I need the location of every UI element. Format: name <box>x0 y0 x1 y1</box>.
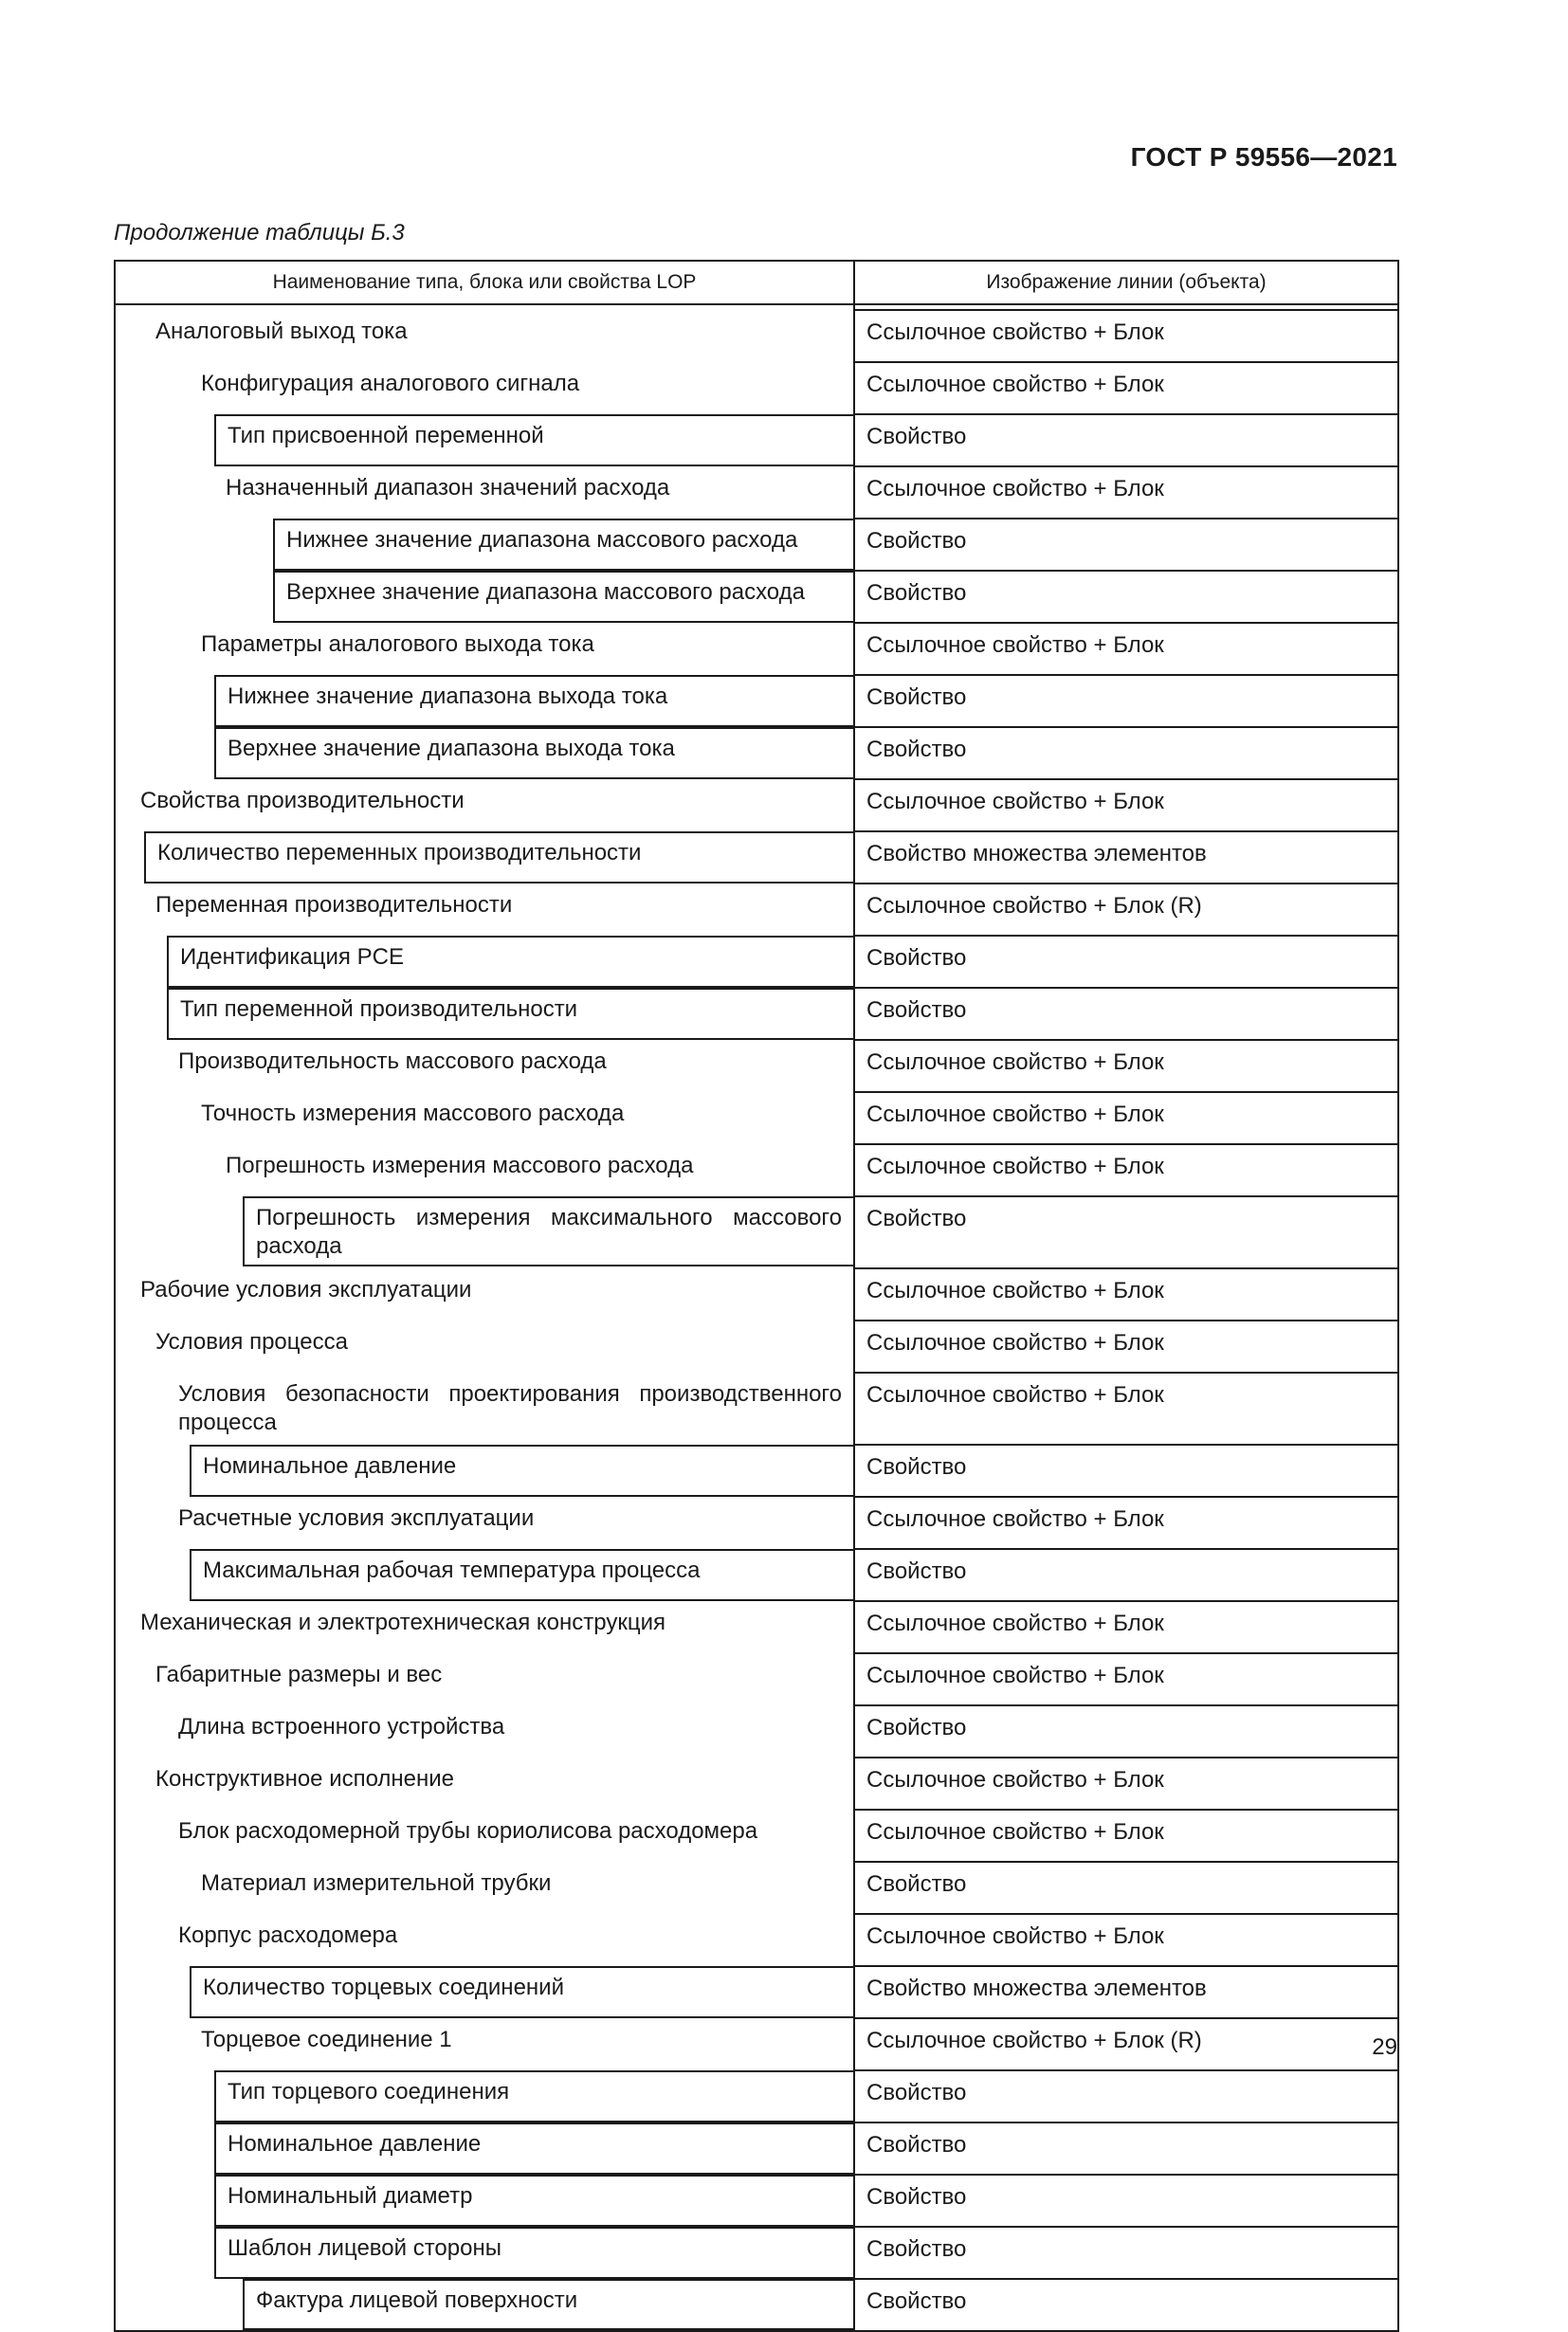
lop-item-name-cell <box>115 1497 854 1549</box>
lop-item-line-image: Ссылочное свойство + Блок <box>854 1040 1398 1092</box>
lop-item-name: Материал измерительной трубки <box>201 1870 552 1896</box>
table-row <box>115 466 1398 519</box>
lop-item-name: Верхнее значение диапазона выхода тока <box>228 736 675 761</box>
lop-item-name: Корпус расходомера <box>178 1922 398 1948</box>
table-row <box>115 1144 1398 1196</box>
lop-item-name: Торцевое соединение 1 <box>201 2027 452 2052</box>
lop-item-line-image: Свойство <box>854 2175 1398 2227</box>
table-row <box>115 1914 1398 1966</box>
column-header-image: Изображение линии (объекта) <box>854 261 1398 304</box>
lop-item-name-cell <box>115 2175 854 2227</box>
lop-item-name-cell <box>115 1373 854 1445</box>
lop-item-name-cell <box>115 414 854 466</box>
table-row <box>115 1549 1398 1601</box>
lop-item-name-cell <box>115 936 854 988</box>
lop-item-name: Тип переменной производительности <box>180 996 578 1022</box>
lop-item-name-cell <box>115 1144 854 1196</box>
lop-item-name: Свойства производительности <box>140 788 465 813</box>
table-row <box>115 1653 1398 1705</box>
lop-item-name: Переменная производительности <box>155 892 513 918</box>
lop-item-line-image: Ссылочное свойство + Блок (R) <box>854 2018 1398 2070</box>
table-row <box>115 1497 1398 1549</box>
lop-item-name: Фактура лицевой поверхности <box>256 2287 578 2313</box>
lop-item-name-cell <box>115 1653 854 1705</box>
lop-item-name: Условия безопасности проектирования производственного процесса <box>178 1381 842 1435</box>
lop-item-name-cell <box>115 2279 854 2331</box>
lop-item-name-cell <box>115 571 854 623</box>
lop-item-name-cell <box>115 1966 854 2018</box>
lop-item-name-cell <box>115 988 854 1040</box>
lop-item-line-image: Свойство <box>854 727 1398 779</box>
table-row <box>115 1601 1398 1653</box>
lop-item-line-image: Ссылочное свойство + Блок <box>854 1144 1398 1196</box>
lop-item-name-cell <box>115 2018 854 2070</box>
lop-item-line-image: Ссылочное свойство + Блок <box>854 1601 1398 1653</box>
table-row <box>115 1321 1398 1373</box>
table-row <box>115 1810 1398 1862</box>
table-row <box>115 1862 1398 1914</box>
lop-item-line-image: Ссылочное свойство + Блок <box>854 1497 1398 1549</box>
lop-item-name: Количество переменных производительности <box>157 840 642 865</box>
lop-item-name-cell <box>115 779 854 831</box>
table-row <box>115 1268 1398 1321</box>
lop-item-line-image: Свойство <box>854 936 1398 988</box>
lop-item-name-cell <box>115 1914 854 1966</box>
table-row <box>115 1092 1398 1144</box>
lop-item-name: Условия процесса <box>155 1329 348 1355</box>
lop-item-name: Максимальная рабочая температура процесса <box>203 1558 701 1583</box>
lop-item-name: Тип присвоенной переменной <box>228 423 544 448</box>
table-row <box>115 779 1398 831</box>
lop-item-name-cell <box>115 2070 854 2122</box>
lop-item-line-image: Свойство <box>854 1196 1398 1268</box>
lop-item-name: Погрешность измерения массового расхода <box>226 1153 694 1178</box>
lop-item-name-cell <box>115 1321 854 1373</box>
lop-item-line-image: Ссылочное свойство + Блок <box>854 1268 1398 1321</box>
lop-item-name-cell <box>115 884 854 936</box>
lop-item-name-cell <box>115 1758 854 1810</box>
lop-item-line-image: Свойство <box>854 2227 1398 2279</box>
lop-item-name-cell <box>115 1445 854 1497</box>
table-row <box>115 310 1398 362</box>
table-row <box>115 1373 1398 1445</box>
lop-item-name-cell <box>115 2122 854 2175</box>
table-row <box>115 2227 1398 2279</box>
page-number: 29 <box>1372 2034 1397 2060</box>
column-header-name: Наименование типа, блока или свойства LOP <box>115 261 854 304</box>
table-row <box>115 519 1398 571</box>
lop-item-line-image: Свойство <box>854 2122 1398 2175</box>
lop-item-line-image: Свойство <box>854 571 1398 623</box>
lop-item-line-image: Ссылочное свойство + Блок <box>854 310 1398 362</box>
table-row <box>115 831 1398 884</box>
table-row <box>115 2175 1398 2227</box>
lop-item-name: Параметры аналогового выхода тока <box>201 631 594 657</box>
table-row <box>115 936 1398 988</box>
lop-item-line-image: Свойство <box>854 414 1398 466</box>
lop-item-name: Нижнее значение диапазона выхода тока <box>228 683 668 709</box>
table-row <box>115 1705 1398 1758</box>
table-row <box>115 1758 1398 1810</box>
lop-item-line-image: Свойство <box>854 2279 1398 2331</box>
lop-item-line-image: Ссылочное свойство + Блок <box>854 1321 1398 1373</box>
lop-item-line-image: Ссылочное свойство + Блок <box>854 1914 1398 1966</box>
table-row <box>115 571 1398 623</box>
lop-item-line-image: Свойство <box>854 2070 1398 2122</box>
lop-item-name-cell <box>115 1040 854 1092</box>
table-row <box>115 1445 1398 1497</box>
table-row <box>115 2279 1398 2331</box>
lop-item-line-image: Свойство <box>854 1862 1398 1914</box>
table-row <box>115 2070 1398 2122</box>
lop-item-name-cell <box>115 310 854 362</box>
lop-item-name: Точность измерения массового расхода <box>201 1101 625 1126</box>
lop-item-name-cell <box>115 1549 854 1601</box>
lop-item-name: Номинальный диаметр <box>228 2183 473 2209</box>
lop-item-name-cell <box>115 727 854 779</box>
lop-item-line-image: Ссылочное свойство + Блок <box>854 1758 1398 1810</box>
lop-item-line-image: Ссылочное свойство + Блок <box>854 779 1398 831</box>
lop-item-line-image: Свойство <box>854 1445 1398 1497</box>
lop-item-line-image: Свойство <box>854 1705 1398 1758</box>
lop-item-name-cell <box>115 1601 854 1653</box>
lop-item-line-image: Ссылочное свойство + Блок <box>854 623 1398 675</box>
lop-item-name: Конфигурация аналогового сигнала <box>201 371 580 396</box>
lop-item-name: Погрешность измерения максимального массового расхода <box>256 1205 842 1259</box>
lop-item-name: Габаритные размеры и вес <box>155 1662 443 1687</box>
table-row <box>115 2122 1398 2175</box>
lop-item-name-cell <box>115 623 854 675</box>
lop-item-name: Тип торцевого соединения <box>228 2079 510 2104</box>
lop-item-line-image: Ссылочное свойство + Блок <box>854 1092 1398 1144</box>
lop-item-line-image: Ссылочное свойство + Блок <box>854 362 1398 414</box>
table-row <box>115 1196 1398 1268</box>
lop-item-name-cell <box>115 831 854 884</box>
lop-item-line-image: Свойство <box>854 988 1398 1040</box>
lop-item-line-image: Ссылочное свойство + Блок <box>854 466 1398 519</box>
lop-item-name: Назначенный диапазон значений расхода <box>226 475 670 501</box>
lop-item-name-cell <box>115 1268 854 1321</box>
lop-item-name-cell <box>115 466 854 519</box>
lop-item-line-image: Ссылочное свойство + Блок (R) <box>854 884 1398 936</box>
lop-item-name-cell <box>115 1196 854 1268</box>
lop-item-line-image: Свойство <box>854 519 1398 571</box>
lop-item-name-cell <box>115 1705 854 1758</box>
lop-item-name-cell <box>115 1862 854 1914</box>
lop-table <box>114 260 1399 2332</box>
lop-item-name: Механическая и электротехническая конструкция <box>140 1610 665 1635</box>
lop-item-name: Блок расходомерной трубы кориолисова расходомера <box>178 1818 758 1844</box>
lop-item-name: Верхнее значение диапазона массового расхода <box>286 579 805 605</box>
lop-item-line-image: Ссылочное свойство + Блок <box>854 1810 1398 1862</box>
lop-item-line-image: Свойство множества элементов <box>854 831 1398 884</box>
lop-item-name: Номинальное давление <box>203 1453 457 1479</box>
table-caption: Продолжение таблицы Б.3 <box>114 220 405 246</box>
lop-item-name-cell <box>115 1810 854 1862</box>
lop-item-line-image: Ссылочное свойство + Блок <box>854 1373 1398 1445</box>
lop-item-name: Производительность массового расхода <box>178 1048 607 1074</box>
table-row <box>115 727 1398 779</box>
table-row <box>115 988 1398 1040</box>
lop-item-name-cell <box>115 675 854 727</box>
lop-item-name: Количество торцевых соединений <box>203 1975 564 2000</box>
lop-item-name: Конструктивное исполнение <box>155 1766 455 1792</box>
table-row <box>115 623 1398 675</box>
lop-item-name: Нижнее значение диапазона массового расхода <box>286 527 798 553</box>
lop-item-line-image: Ссылочное свойство + Блок <box>854 1653 1398 1705</box>
table-row <box>115 414 1398 466</box>
lop-item-name: Длина встроенного устройства <box>178 1714 505 1740</box>
lop-item-name: Расчетные условия эксплуатации <box>178 1505 535 1531</box>
lop-item-name: Аналоговый выход тока <box>155 319 408 344</box>
lop-item-name: Шаблон лицевой стороны <box>228 2235 501 2261</box>
lop-item-name: Рабочие условия эксплуатации <box>140 1277 472 1303</box>
lop-item-name-cell <box>115 362 854 414</box>
table-row <box>115 1966 1398 2018</box>
table-header-row <box>115 261 1398 304</box>
lop-item-name-cell <box>115 2227 854 2279</box>
lop-item-name-cell <box>115 1092 854 1144</box>
table-row <box>115 675 1398 727</box>
table-row <box>115 884 1398 936</box>
lop-item-name: Идентификация PCE <box>180 944 404 970</box>
lop-item-line-image: Свойство множества элементов <box>854 1966 1398 2018</box>
document-code: ГОСТ Р 59556—2021 <box>1130 142 1397 172</box>
lop-item-name-cell <box>115 519 854 571</box>
lop-item-name: Номинальное давление <box>228 2131 482 2157</box>
lop-item-line-image: Свойство <box>854 675 1398 727</box>
table-row <box>115 1040 1398 1092</box>
table-row <box>115 2018 1398 2070</box>
lop-item-line-image: Свойство <box>854 1549 1398 1601</box>
table-row <box>115 362 1398 414</box>
